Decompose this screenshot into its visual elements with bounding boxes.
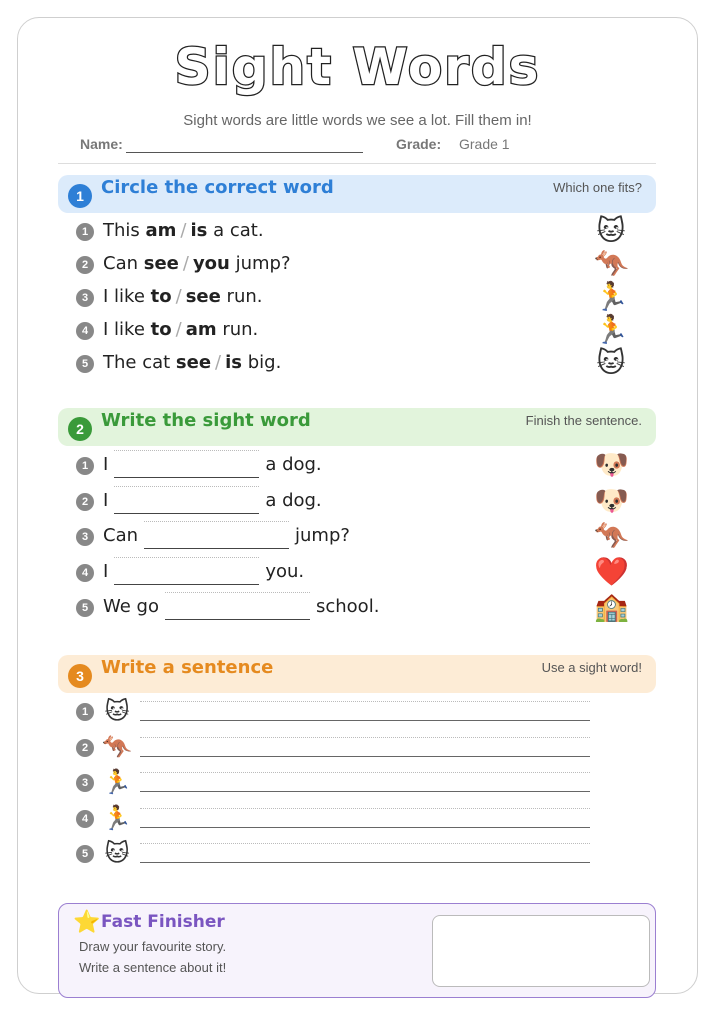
base-line (140, 756, 590, 757)
guide-line (140, 808, 590, 809)
section-title: Write a sentence (101, 657, 274, 678)
runner-icon: 🏃 (594, 280, 629, 313)
choice-a[interactable]: see (175, 352, 212, 373)
section-number: 1 (68, 184, 92, 208)
item-number: 2 (76, 739, 94, 757)
sentence-start: Can (103, 253, 144, 274)
sentence-end: a dog. (265, 489, 322, 511)
grade-value: Grade 1 (459, 136, 510, 152)
drawing-box[interactable] (432, 915, 650, 987)
sentence-end: jump? (229, 253, 291, 274)
choice-b[interactable]: is (190, 220, 208, 241)
fast-finisher-title: Fast Finisher (101, 912, 225, 932)
sentence (103, 454, 322, 475)
answer-blank[interactable] (114, 561, 259, 582)
sentence-end: a dog. (265, 454, 322, 475)
writing-line[interactable] (140, 737, 590, 757)
choice-divider: / (175, 319, 182, 340)
fast-finisher-line-1: Draw your favourite story. (79, 939, 227, 954)
section-title: Write the sight word (101, 410, 311, 431)
choice-b[interactable]: you (192, 253, 230, 274)
choice-b[interactable]: am (185, 319, 217, 340)
choice-divider: / (215, 352, 222, 373)
base-line (114, 477, 259, 478)
answer-blank[interactable] (165, 596, 310, 617)
item-number: 1 (76, 457, 94, 475)
sentence (103, 490, 322, 511)
guide-line (144, 521, 289, 522)
sentence-start: Can (103, 525, 139, 546)
sentence-end: you. (265, 560, 305, 582)
choice-a[interactable]: see (143, 253, 179, 274)
item-number: 5 (76, 599, 94, 617)
sentence (103, 220, 264, 241)
fast-finisher-line-2: Write a sentence about it! (79, 960, 227, 975)
sentence-end: run. (216, 319, 259, 340)
sentence-start: The cat (103, 352, 176, 373)
dog-icon: 🐶 (594, 448, 629, 481)
choice-a[interactable]: to (150, 286, 172, 307)
name-field[interactable] (126, 152, 363, 153)
fast-finisher-box (58, 903, 656, 998)
page-title: Sight Words (174, 38, 541, 96)
choice-b[interactable]: see (185, 286, 221, 307)
name-grade-row (80, 136, 655, 156)
writing-line[interactable] (140, 843, 590, 863)
runner-icon: 🏃 (594, 313, 629, 346)
item-number: 3 (76, 774, 94, 792)
guide-line (140, 737, 590, 738)
section-2-header (58, 408, 656, 446)
base-line (140, 791, 590, 792)
item-number: 2 (76, 493, 94, 511)
choice-divider: / (180, 220, 187, 241)
header-divider (58, 163, 656, 164)
base-line (140, 827, 590, 828)
writing-line[interactable] (140, 772, 590, 792)
sentence (103, 525, 350, 546)
item-number: 5 (76, 845, 94, 863)
guide-line (165, 592, 310, 593)
choice-divider: / (182, 253, 189, 274)
choice-a[interactable]: am (145, 220, 177, 241)
dog-icon: 🐶 (594, 483, 629, 517)
item-number: 5 (76, 355, 94, 373)
section-number: 2 (68, 417, 92, 441)
sentence-end: school. (315, 596, 380, 617)
guide-line (114, 557, 259, 558)
kangaroo-icon: 🦘 (594, 247, 629, 280)
sentence-start: I (103, 454, 109, 475)
section-hint: Which one fits? (553, 180, 642, 195)
sentence-start: This (103, 220, 146, 241)
guide-line (140, 843, 590, 844)
name-label: Name: (80, 136, 123, 152)
section-title: Circle the correct word (101, 177, 334, 198)
writing-line[interactable] (140, 808, 590, 828)
guide-line (114, 486, 259, 487)
sentence (103, 596, 379, 617)
star-icon: ⭐ (73, 910, 101, 935)
heart-icon: ❤️ (594, 554, 629, 588)
cat-icon: 🐱 (104, 839, 130, 867)
section-hint: Finish the sentence. (525, 413, 642, 428)
item-number: 4 (76, 564, 94, 582)
guide-line (140, 701, 590, 702)
base-line (140, 720, 590, 721)
item-number: 4 (76, 810, 94, 828)
sentence (103, 352, 281, 373)
base-line (140, 862, 590, 863)
runner-icon: 🏃 (102, 803, 132, 832)
section-hint: Use a sight word! (541, 660, 642, 675)
answer-blank[interactable] (114, 454, 259, 475)
item-number: 1 (76, 223, 94, 241)
choice-divider: / (175, 286, 182, 307)
sentence (103, 319, 258, 340)
answer-blank[interactable] (114, 490, 259, 511)
writing-line[interactable] (140, 701, 590, 721)
sentence-start: I (103, 560, 109, 582)
item-number: 4 (76, 322, 94, 340)
sentence-start: I like (103, 319, 151, 340)
grade-label: Grade: (396, 136, 442, 152)
sentence-end: big. (242, 352, 282, 373)
guide-line (140, 772, 590, 773)
kangaroo-icon: 🦘 (594, 519, 629, 552)
kangaroo-icon: 🦘 (102, 732, 132, 761)
sentence-end: run. (220, 286, 263, 307)
base-line (114, 584, 259, 585)
choice-b[interactable]: is (225, 352, 243, 373)
item-number: 1 (76, 703, 94, 721)
sentence (103, 253, 291, 274)
item-number: 3 (76, 528, 94, 546)
guide-line (114, 450, 259, 451)
cat-icon: 🐱 (104, 697, 130, 725)
sentence (103, 561, 304, 582)
school-icon: 🏫 (594, 590, 629, 623)
sentence-end: jump? (295, 525, 350, 546)
item-number: 2 (76, 256, 94, 274)
section-3-header (58, 655, 656, 693)
sentence (103, 286, 263, 307)
sentence-start: I (103, 489, 109, 511)
item-number: 3 (76, 289, 94, 307)
sentence-start: I like (103, 286, 151, 307)
cat-icon: 🐱 (596, 214, 626, 247)
section-number: 3 (68, 664, 92, 688)
section-1-header (58, 175, 656, 213)
base-line (144, 548, 289, 549)
cat-icon: 🐱 (596, 346, 626, 379)
choice-a[interactable]: to (150, 319, 172, 340)
sentence-start: We go (103, 596, 159, 617)
sentence-end: a cat. (207, 220, 264, 241)
base-line (114, 513, 259, 514)
base-line (165, 619, 310, 620)
answer-blank[interactable] (144, 525, 289, 546)
runner-icon: 🏃 (102, 768, 132, 796)
page-subtitle: Sight words are little words we see a lot. Fill them in! (183, 112, 532, 129)
